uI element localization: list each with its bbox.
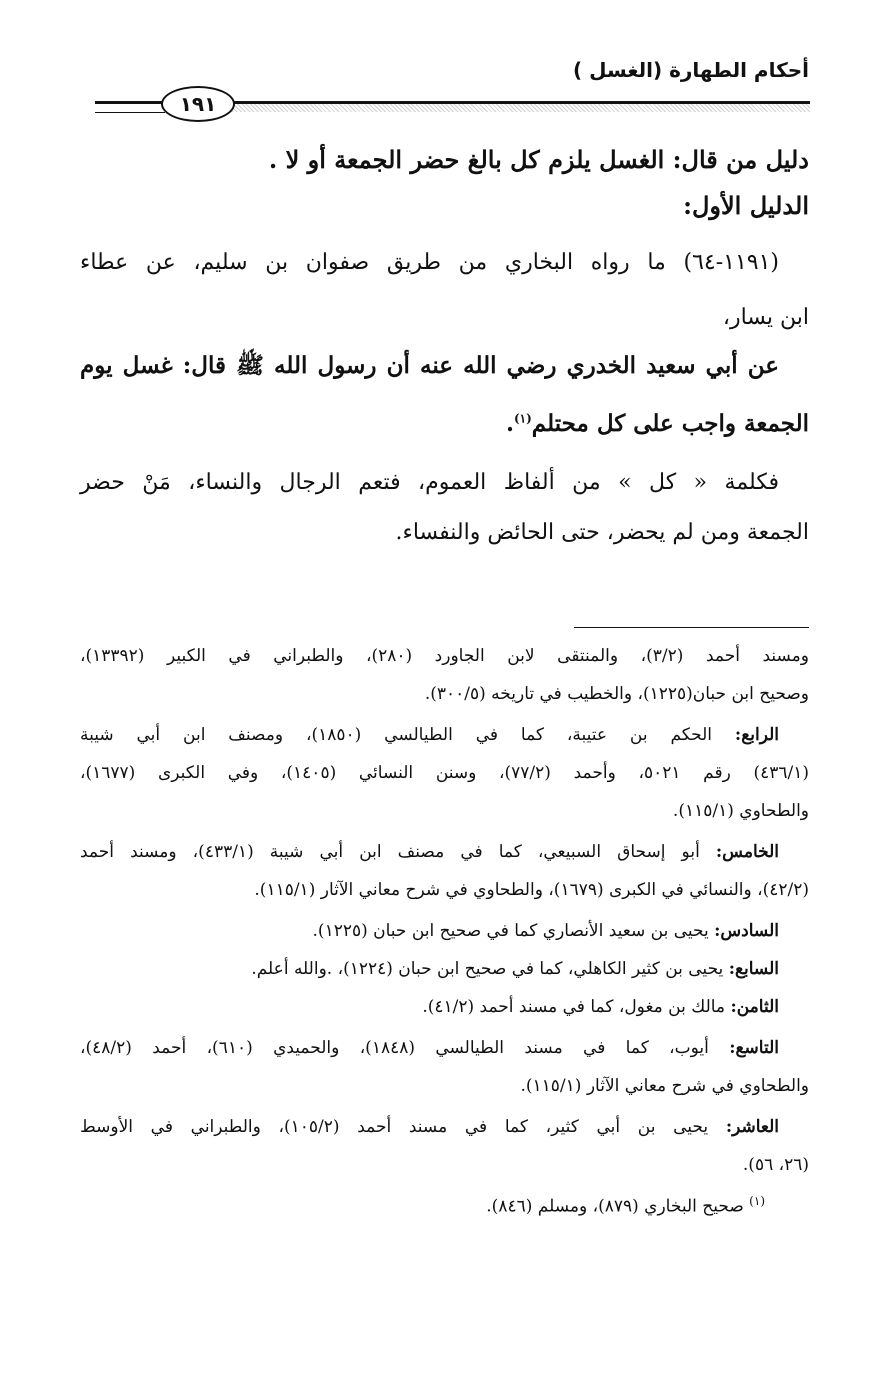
header-rule: [95, 101, 165, 113]
footnote-text: يحيى بن أبي كثير، كما في مسند أحمد (١٠٥/٢)، والطبراني في الأوسط: [80, 1117, 726, 1137]
footnote-line: [80, 961, 809, 999]
narration-line: ابن يسار،: [722, 305, 809, 330]
footnote-text: يحيى بن كثير الكاهلي، كما في صحيح ابن حبان (١٢٢٤)، .والله أعلم.: [251, 959, 729, 979]
footnote-text: صحيح البخاري (٨٧٩)، ومسلم (٨٤٦).: [486, 1196, 750, 1217]
hadith-line: عن أبي سعيد الخدري رضي الله عنه أن رسول الله ﷺ قال: غسل يوم: [80, 352, 780, 379]
footnote-line: [80, 1040, 809, 1078]
commentary-line: الجمعة ومن لم يحضر، حتى الحائض والنفساء.: [395, 520, 809, 545]
footnote-line: ومسند أحمد (٣/٢)، والمنتقى لابن الجاورد (٢٨٠)، والطبراني في الكبير (١٣٣٩٢)،: [80, 646, 809, 666]
hadith-text: الجمعة واجب على كل محتلم: [531, 410, 809, 437]
commentary-line: فكلمة « كل » من ألفاظ العموم، فتعم الرجال والنساء، مَنْ حضر: [80, 470, 779, 495]
footnote-text: الحكم بن عتيبة، كما في الطيالسي (١٨٥٠)، ومصنف ابن أبي شيبة: [80, 725, 735, 745]
footnote-text: أبو إسحاق السبيعي، كما في مصنف ابن أبي شيبة (٤٣٣/١)، ومسند أحمد: [80, 842, 716, 862]
hadith-end: .: [505, 410, 514, 437]
evidence-subheading: الدليل الأول:: [683, 191, 809, 220]
main-text: [80, 145, 809, 562]
footnote-label: السادس:: [714, 921, 779, 941]
footnote-line: [80, 923, 809, 961]
page-number: ١٩١: [161, 86, 235, 122]
section-heading: دليل من قال: الغسل يلزم كل بالغ حضر الجمعة أو لا .: [268, 145, 809, 174]
footnote-text: مالك بن مغول، كما في مسند أحمد (٤١/٢).: [422, 997, 731, 1017]
footnotes: [80, 648, 809, 1235]
footnote-line: [80, 844, 809, 882]
narration-line: (١١٩١-٦٤) ما رواه البخاري من طريق صفوان بن سليم، عن عطاء: [80, 250, 779, 275]
footnote-line: [80, 727, 809, 765]
footnote-line: (٢٦، ٥٦).: [742, 1155, 809, 1175]
footnote-label: الرابع:: [734, 725, 779, 745]
footnote-line: (٤٣٦/١) رقم ٥٠٢١، وأحمد (٧٧/٢)، وسنن النسائي (١٤٠٥)، وفي الكبرى (١٦٧٧)،: [80, 763, 809, 783]
footnote-text: يحيى بن سعيد الأنصاري كما في صحيح ابن حبان (١٢٢٥).: [312, 921, 715, 941]
footnote-text: أيوب، كما في مسند الطيالسي (١٨٤٨)، والحميدي (٦١٠)، أحمد (٤٨/٢)،: [80, 1038, 730, 1058]
header-rule-shaded: [228, 101, 810, 112]
running-title: أحكام الطهارة (الغسل ): [573, 58, 809, 82]
footnote-label: الثامن:: [730, 997, 779, 1017]
footnote-label: التاسع:: [729, 1038, 779, 1058]
footnote-line: والطحاوي (١١٥/١).: [672, 801, 809, 821]
footnote-line: [80, 1119, 809, 1157]
hadith-line: [80, 412, 809, 472]
footnote-line: (٤٢/٢)، والنسائي في الكبرى (١٦٧٩)، والطحاوي في شرح معاني الآثار (١١٥/١).: [254, 880, 809, 900]
footnote-label: الخامس:: [715, 842, 780, 862]
footnote-line: [80, 1195, 809, 1235]
footnote-separator: [574, 627, 809, 628]
footnote-label: العاشر:: [725, 1117, 779, 1137]
footnote-line: وصحيح ابن حبان(١٢٢٥)، والخطيب في تاريخه (٣٠٠/٥).: [424, 684, 809, 704]
footnote-number: (١): [749, 1194, 765, 1208]
footnote-line: [80, 999, 809, 1040]
footnote-reference: (١): [513, 411, 532, 426]
footnote-label: السابع:: [728, 959, 779, 979]
footnote-line: والطحاوي في شرح معاني الآثار (١١٥/١).: [520, 1076, 809, 1096]
